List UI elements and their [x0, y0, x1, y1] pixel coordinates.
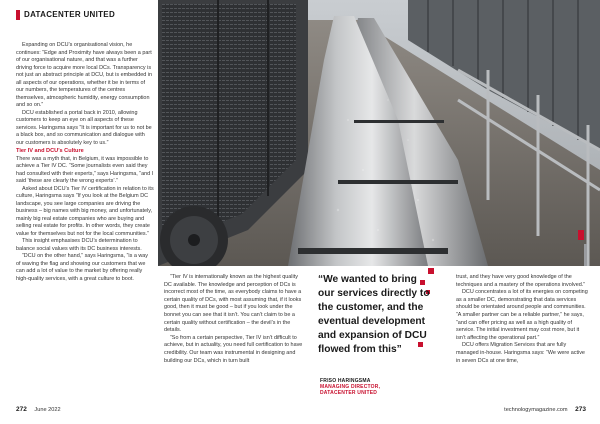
page-number: 273: [575, 406, 586, 413]
paragraph: trust, and they have very good knowledge of the techniques and a mastery of the operations involved.”: [456, 274, 586, 288]
section-marker: [16, 10, 20, 20]
paragraph: Asked about DCU’s Tier IV certification in relation to its culture, Haringsma says “If you look at the Belgium DC landscape, you see large companies are driving the business – big names with big money, and unfortunately, mainly big real estate companies who are buying and selling real estate for profits. In other words, they create value for themselves but not for the local communities.”: [16, 185, 154, 237]
attribution-role: MANAGING DIRECTOR,: [320, 384, 381, 391]
issue-date: June 2022: [34, 407, 61, 413]
right-text-column: [456, 274, 588, 365]
middle-text-column: [164, 274, 304, 365]
paragraph: DCU established a portal back in 2010, allowing customers to keep an eye on all aspects of these services. Haringsma says “It is important for us to not be a black box, and so communication and dialogue with our customers is absolutely key to us.”: [16, 109, 152, 146]
photo-illustration: [158, 0, 600, 266]
pull-quote: “We wanted to bring our services directly to the customer, and the eventual development and expansion of DCU flowed from this”: [318, 274, 430, 355]
paragraph: DCU offers Migration Services that are fully managed in-house. Haringsma says: “We were active in seven DCs at one time,: [456, 342, 585, 364]
page-number: 272: [16, 406, 27, 413]
left-text-column: [16, 42, 154, 283]
paragraph: This insight emphasises DCU’s determination to balance social values with its DC business interests.: [16, 238, 142, 252]
paragraph: There was a myth that, in Belgium, it was impossible to achieve a Tier IV DC. “Some journalists even said they had consulted with their experts,” says Haringsma, “and I said ‘these are clearly the wrong experts’.”: [16, 155, 154, 184]
paragraph: “So from a certain perspective, Tier IV isn’t difficult to achieve, but in actuality, you need full certification to have credibility. Our team was instrumental in designing and building our DCs, which in turn built: [164, 334, 303, 364]
paragraph: Expanding on DCU’s organisational vision, he continues: “Edge and Proximity have always been a part of our organisational nature, and that was a further driving force to acquire more local DCs. Transparency is not just an abstract principle at DCU, but is embedded in all aspects of our operations, whether it be in terms of our numbers, the temperatures of the centres themselves, atmospheric humidity, energy consumption and so on.”: [16, 42, 153, 108]
paragraph: “DCU on the other hand,” says Haringsma, “is a way of waving the flag and showing our customers that we can add a lot of value to the market by offering really high-quality services, with a great culture to boot.: [16, 253, 149, 282]
paragraph: “Tier IV is internationally known as the highest quality DC available. The knowledge and perception of DCs is incorrect most of the time, as everybody claims to have a certain quality of DCs, with most assuming that, if it looks good, then it must be good – but if you look under the bonnet you can see that it isn’t. You can’t claim to be a certain quality without certification – the devil’s in the details.: [164, 274, 302, 334]
site-url: technologymagazine.com: [504, 407, 568, 413]
subheading: Tier IV and DCU’s Culture: [16, 148, 84, 154]
datacenter-pipes-photo: [158, 0, 600, 266]
attribution-company: DATACENTER UNITED: [320, 390, 378, 397]
paragraph: DCU concentrates a lot of its energies on competing as a smaller DC, demonstrating that data services should be orientated around people and communities. “A smaller partner can be a reliable partner,” he says, “and can offer pricing as well as a high quality of service. The initial investment may cost more, but it isn’t affecting the operational part.”: [456, 289, 588, 341]
footer-left: [16, 406, 61, 413]
section-title: DATACENTER UNITED: [24, 10, 116, 19]
attribution-name: FRISO HARINGSMA: [320, 378, 371, 384]
quote-attribution: [320, 378, 430, 397]
footer-right: [504, 406, 586, 413]
